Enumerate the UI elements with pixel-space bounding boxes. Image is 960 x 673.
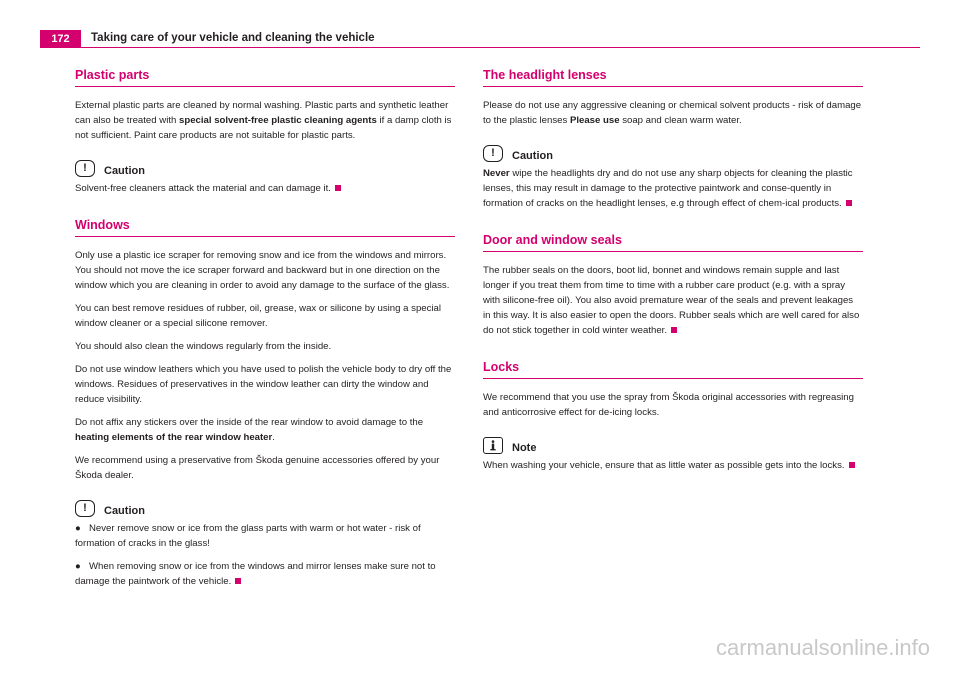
bullet-item bbox=[75, 521, 455, 551]
text-span: . bbox=[272, 432, 275, 443]
text-span: Do not affix any stickers over the inside of the rear window to avoid damage to the bbox=[75, 417, 424, 428]
info-glyph-icon bbox=[487, 440, 499, 451]
caution-box-header bbox=[75, 497, 455, 517]
page-number: 172 bbox=[40, 30, 81, 48]
watermark: carmanualsonline.info bbox=[715, 635, 930, 660]
paragraph: We recommend that you use the spray from Škoda original accessories with regreasing and anticorrosive effect for de-icing locks. bbox=[483, 392, 854, 418]
text-span: Solvent-free cleaners attack the material and can damage it. bbox=[75, 183, 331, 194]
bullet-item bbox=[75, 559, 455, 589]
text-span: Please do not use any aggressive cleaning or chemical solvent products - risk of damage to the plastic lenses bbox=[483, 100, 862, 126]
section-headlight-lenses bbox=[483, 68, 863, 211]
caution-box-header bbox=[75, 157, 455, 177]
caution-text bbox=[75, 181, 455, 196]
bullet-icon: ● bbox=[75, 561, 81, 572]
note-icon bbox=[483, 437, 503, 454]
caution-label: Caution bbox=[104, 165, 145, 177]
bold-text: Never bbox=[483, 168, 510, 179]
section-locks bbox=[483, 360, 863, 473]
section-end-marker-icon bbox=[849, 462, 855, 468]
paragraph: You can best remove residues of rubber, oil, grease, wax or silicone by using a special window cleaner or a special silicone remover. bbox=[75, 303, 442, 329]
paragraph: We recommend using a preservative from Škoda genuine accessories offered by your Škoda dealer. bbox=[75, 455, 440, 481]
caution-icon: ! bbox=[75, 500, 95, 517]
paragraph bbox=[75, 98, 455, 143]
paragraph: Do not use window leathers which you have used to polish the vehicle body to dry off the windows. Residues of preservatives in the window leather can dirty the window and reduce visibility. bbox=[75, 364, 452, 405]
text-span: When removing snow or ice from the windows and mirror lenses make sure not to damage the paintwork of the vehicle. bbox=[75, 561, 436, 587]
text-span: soap and clean warm water. bbox=[619, 115, 742, 126]
text-span: When washing your vehicle, ensure that as little water as possible gets into the locks. bbox=[483, 460, 845, 471]
section-plastic-parts bbox=[75, 68, 455, 196]
caution-text bbox=[483, 166, 863, 211]
caution-box-header bbox=[483, 142, 863, 162]
bullet-icon: ● bbox=[75, 523, 81, 534]
note-text bbox=[483, 458, 863, 473]
text-span: External plastic parts are cleaned by normal washing. Plastic parts and synthetic leather can also be treated with bbox=[75, 100, 449, 126]
paragraph: You should also clean the windows regularly from the inside. bbox=[75, 341, 332, 352]
bold-text: special solvent-free plastic cleaning agents bbox=[179, 115, 377, 126]
section-end-marker-icon bbox=[335, 185, 341, 191]
bold-text: Please use bbox=[569, 115, 620, 126]
section-end-marker-icon bbox=[235, 578, 241, 584]
note-box-header bbox=[483, 434, 863, 454]
running-header-title: Taking care of your vehicle and cleaning the vehicle bbox=[91, 32, 375, 44]
paragraph bbox=[483, 263, 863, 338]
section-heading-plastic-parts: Plastic parts bbox=[75, 68, 455, 87]
paragraph bbox=[75, 415, 455, 445]
paragraph bbox=[483, 98, 863, 128]
bold-text: heating elements of the rear window heater bbox=[75, 432, 273, 443]
paragraph: Only use a plastic ice scraper for removing snow and ice from the windows and mirrors. You should not move the ice scraper forward and backward but in one direction on the window which you are cleaning in order to avoid any damage to the surface of the glass. bbox=[75, 250, 450, 291]
section-door-window-seals bbox=[483, 233, 863, 338]
section-heading-door-window-seals: Door and window seals bbox=[483, 233, 863, 252]
text-span: Never remove snow or ice from the glass parts with warm or hot water - risk of formation of cracks in the glass! bbox=[75, 523, 421, 549]
caution-label: Caution bbox=[512, 150, 553, 162]
section-heading-headlight-lenses: The headlight lenses bbox=[483, 68, 863, 87]
section-heading-windows: Windows bbox=[75, 218, 455, 237]
section-end-marker-icon bbox=[671, 327, 677, 333]
caution-label: Caution bbox=[104, 505, 145, 517]
text-span: The rubber seals on the doors, boot lid, bonnet and windows remain supple and last longer if you treat them from time to time with a rubber care product (e.g. with a spray with silicone-free oil). You also avoid premature wear of the seals and prevent leakages in this way. It is also easier to open the doors. Rubber seals which are well cared for also do not stick together in cold winter weather. bbox=[483, 265, 860, 336]
section-heading-locks: Locks bbox=[483, 360, 863, 379]
text-span: if a damp cloth is not sufficient. Paint care products are not suitable for plastic parts. bbox=[75, 115, 452, 141]
note-label: Note bbox=[512, 442, 537, 454]
header-divider bbox=[40, 47, 920, 48]
text-span: wipe the headlights dry and do not use any sharp objects for cleaning the plastic lenses, this may result in damage to the protective paintwork and conse-quently in formation of cracks on the headlight lenses, e.g through effect of chem-ical products. bbox=[483, 168, 853, 209]
right-column bbox=[483, 68, 863, 487]
caution-icon: ! bbox=[75, 160, 95, 177]
section-windows bbox=[75, 218, 455, 589]
section-end-marker-icon bbox=[846, 200, 852, 206]
caution-icon: ! bbox=[483, 145, 503, 162]
left-column bbox=[75, 68, 455, 603]
